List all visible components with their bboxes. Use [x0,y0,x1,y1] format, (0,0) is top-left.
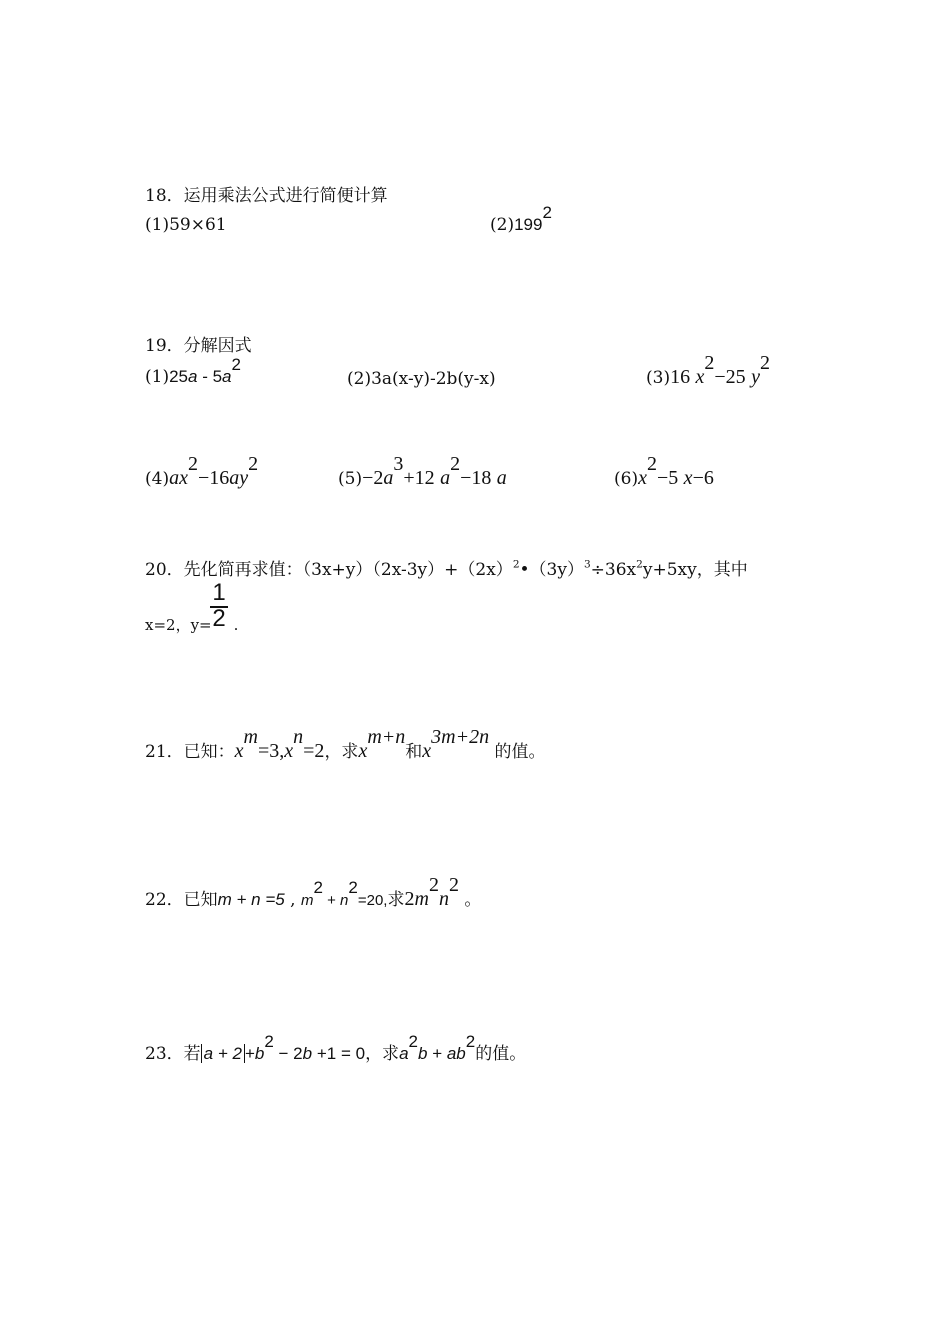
q21-n: n [293,726,304,748]
q19-part5-b: a [383,467,394,489]
q19-part6-label: (6) [614,469,639,489]
q22-line [145,874,482,913]
q21-x4: x [422,740,432,762]
q19-part6-exp: 2 [646,453,657,475]
q23-exp-b: 2 [264,1032,274,1052]
q21-x1: x [234,740,244,762]
q22-plus: + [322,892,341,909]
q23-b3: b [418,1044,428,1063]
q22-two: 2 [404,888,415,910]
q22-n2: n [438,888,449,910]
q23-rest2: − 2 [273,1044,303,1063]
q19-part5-exp1: 3 [393,453,404,475]
q23-rest1: + [244,1044,255,1063]
q23-a2: ab [446,1044,466,1063]
q23-mid: ，求 [365,1044,400,1064]
q19-part3-a: 16 [670,366,691,388]
q22-eq: =20, [357,892,388,909]
q19-part6-b: −5 [656,467,679,489]
q21-x3: x [358,740,368,762]
q22-n: n [340,892,349,909]
q22-cond1: m + n =5 [217,890,285,909]
q20-frac-num: 1 [212,579,226,606]
q20-mid2: ÷36x [590,560,637,580]
q20-line1-text: 20．先化简再求值：（3x+y）（2x-3y）+（2x） [145,560,513,580]
q22-prefix: 22．已知 [145,890,218,910]
q21-x2: x [284,740,294,762]
q22-exp-n2: 2 [448,874,459,896]
q23-b: b [254,1044,265,1063]
q21-exp3: m+n [367,726,406,748]
q21-prefix: 21．已知： [145,742,235,762]
q23-line [145,1032,527,1066]
q19-part4-c: ay [229,467,249,489]
q23-exp-a1: 2 [408,1032,418,1052]
q18-part2-base: 199 [514,215,543,234]
q19-part1-c: - 5 [197,367,223,386]
q19-part5-a: −2 [362,467,384,489]
q23-abs: a + 2 [201,1044,245,1063]
q23-rest3: +1 = 0 [312,1044,366,1063]
q22-ask: 求 [387,890,405,910]
q19-part1-b: a [188,367,198,386]
q19-part3-label: (3) [646,368,671,388]
q21-m: m [243,726,258,748]
q19-title: 19．分解因式 [145,336,252,356]
q21-and: 和 [405,742,423,762]
q19-part3-x: x [695,366,705,388]
q18-part2-label: (2) [490,215,515,235]
q19-part3-exp1: 2 [704,352,715,374]
q19-part6-c: x [683,467,693,489]
q19-part5-e: −18 [460,467,492,489]
q18-part2-exp: 2 [542,203,552,223]
q19-part4 [145,453,259,491]
q19-part5-f: a [496,467,507,489]
q20-line2-end: . [233,616,239,634]
q20-line2-start: x=2，y= [145,616,212,634]
q19-part3 [646,352,770,390]
q21-eq1: =3 [257,740,280,762]
q21-line [145,726,546,764]
q19-part4-a: ax [169,467,188,489]
q18-part1-expr: 59×61 [169,215,227,235]
q22-comma: , [284,890,296,910]
q18-part1-label: (1) [145,215,170,235]
q19-part1 [145,355,241,389]
q19-part4-label: (4) [145,469,170,489]
q23-b2: b [302,1044,313,1063]
q19-part2 [347,367,496,391]
q23-suffix: 的值。 [475,1044,527,1064]
q20-line1 [145,558,748,582]
q18-title: 18．运用乘法公式进行简便计算 [145,186,388,206]
q18-part2 [490,203,552,237]
q23-a1: a [399,1044,409,1063]
q19-part1-a: 25 [169,367,189,386]
q19-part3-y: y [751,366,760,388]
q23-prefix: 23．若 [145,1044,201,1064]
q19-part2-label: (2) [347,369,372,389]
q21-comma1: , [279,740,285,762]
q22-end: 。 [458,890,482,910]
q19-part5-exp2: 2 [450,453,461,475]
q22-m: m [300,892,314,909]
q19-part1-label: (1) [145,367,170,387]
q19-part6-d: −6 [692,467,714,489]
q21-exp4: 3m+2n [431,726,490,748]
q22-exp-n: 2 [348,878,358,898]
q19-part5 [338,453,507,491]
q23-exp-b2: 2 [465,1032,476,1052]
q19-part5-c: +12 [403,467,435,489]
q20-frac-den: 2 [212,605,226,632]
q19-part3-b: −25 [714,366,746,388]
q19-part4-b: −16 [197,467,230,489]
q23-plus: + [427,1044,447,1063]
q19-part4-exp1: 2 [187,453,198,475]
q22-m2: m [414,888,429,910]
q22-exp-m: 2 [313,878,323,898]
q20-end: y+5xy，其中 [642,560,748,580]
q19-part3-exp2: 2 [759,352,770,374]
q20-mid1: •（3y） [519,560,584,580]
q21-eq2: =2 [303,740,325,762]
q18-part1 [145,213,227,237]
q20-exp1: 2 [512,558,520,571]
q20-exp3: 2 [636,558,643,571]
q21-mid: ，求 [324,742,359,762]
q19-part1-d: a [222,367,232,386]
q20-exp2: 3 [583,558,591,571]
q19-part6 [614,453,714,491]
q21-suffix: 的值。 [489,742,546,762]
q19-part1-exp: 2 [231,355,241,375]
q19-part6-a: x [638,467,647,489]
q19-part2-expr: 3a(x-y)-2b(y-x) [371,369,496,389]
q19-part5-d: a [440,467,451,489]
q19-part5-label: (5) [338,469,363,489]
q22-exp-m2: 2 [428,874,439,896]
q19-part4-exp2: 2 [248,453,259,475]
